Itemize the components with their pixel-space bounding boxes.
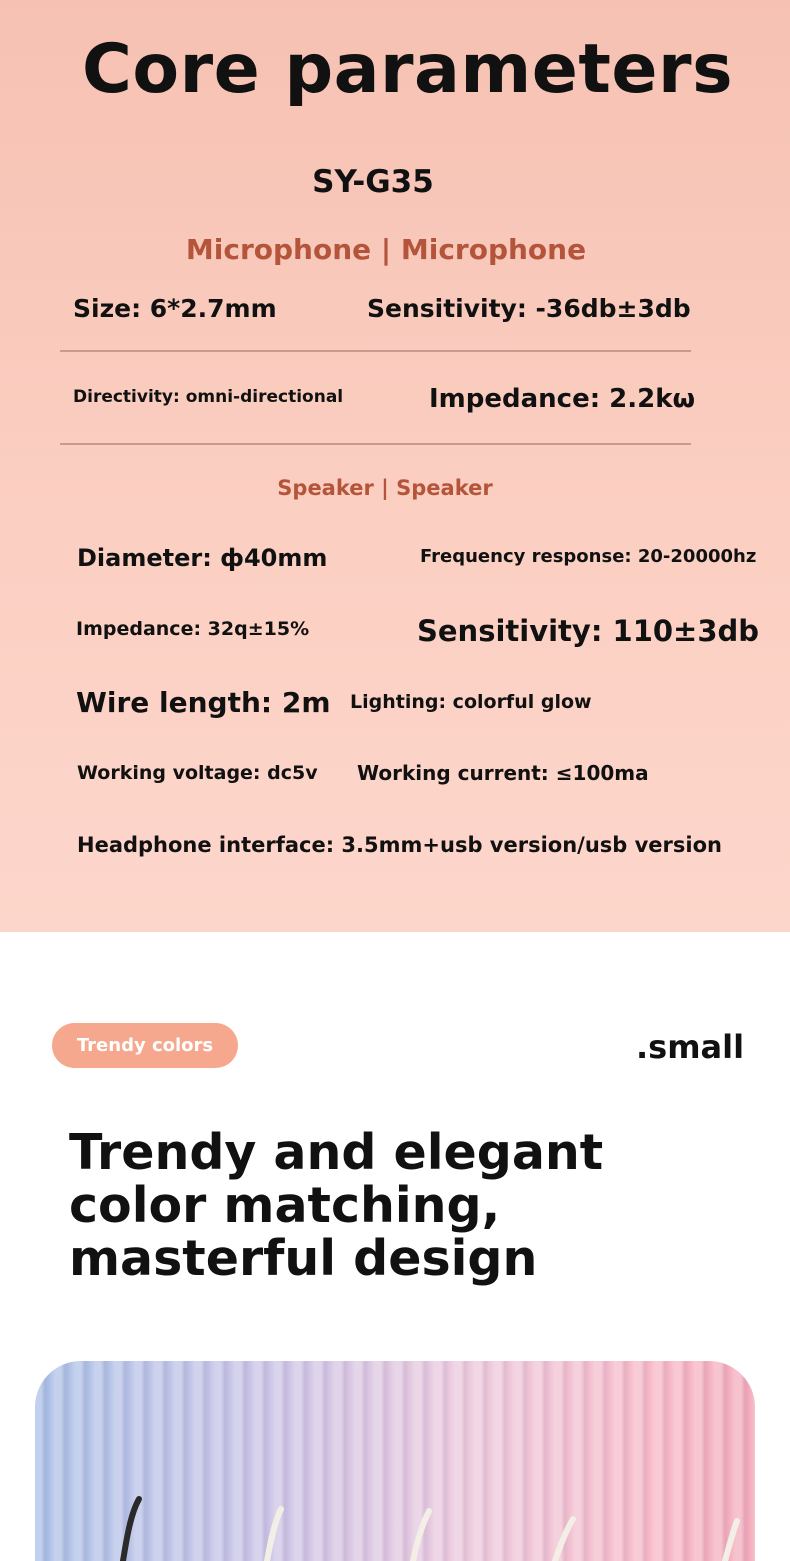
- speaker-section-label: Speaker | Speaker: [277, 476, 493, 500]
- working-voltage: Working voltage: dc5v: [77, 762, 318, 784]
- product-photo: [35, 1361, 755, 1561]
- wire-length: Wire length: 2m: [76, 686, 331, 719]
- mic-size: Size: 6*2.7mm: [73, 294, 277, 323]
- working-current: Working current: ≤100ma: [357, 761, 649, 785]
- headset-cable-illustration: [35, 1361, 755, 1561]
- page-title: Core parameters: [82, 30, 734, 109]
- mic-sensitivity: Sensitivity: -36db±3db: [367, 294, 691, 323]
- small-tag: .small: [636, 1028, 745, 1066]
- speaker-sensitivity: Sensitivity: 110±3db: [417, 614, 760, 648]
- mic-impedance: Impedance: 2.2kω: [429, 384, 696, 414]
- divider: [60, 443, 691, 445]
- microphone-section-label: Microphone | Microphone: [185, 233, 587, 266]
- trendy-colors-badge: Trendy colors: [52, 1023, 238, 1068]
- lighting: Lighting: colorful glow: [350, 691, 592, 713]
- speaker-impedance: Impedance: 32q±15%: [76, 618, 310, 640]
- mic-directivity: Directivity: omni-directional: [73, 387, 344, 407]
- speaker-frequency-response: Frequency response: 20-20000hz: [420, 546, 757, 567]
- divider: [60, 350, 691, 352]
- speaker-diameter: Diameter: ф40mm: [77, 544, 328, 572]
- promo-headline: Trendy and elegant color matching, masterful design: [69, 1124, 604, 1287]
- model-name: SY-G35: [312, 164, 434, 200]
- headphone-interface: Headphone interface: 3.5mm+usb version/usb version: [77, 833, 722, 857]
